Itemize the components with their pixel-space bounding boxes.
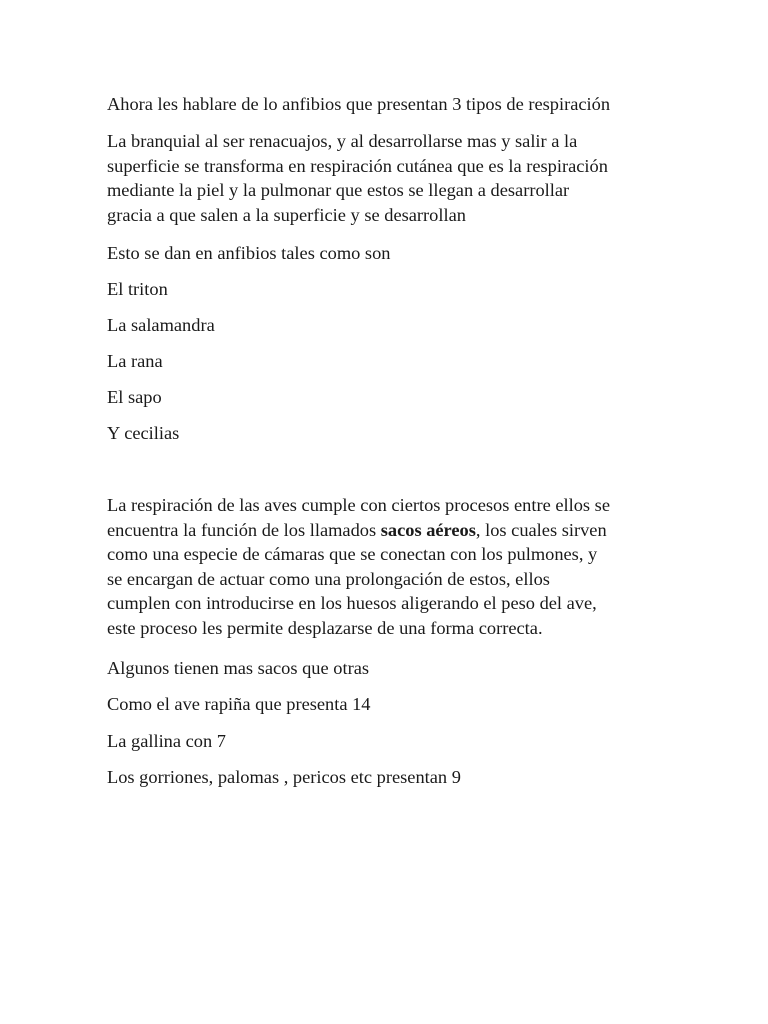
line-text: , los cuales sirven — [475, 519, 607, 540]
amphibians-paragraph — [107, 129, 687, 227]
paragraph-line: cumplen con introducirse en los huesos aligerando el peso del ave, — [107, 593, 597, 613]
list-item: La gallina con 7 — [107, 731, 226, 751]
list-item: Como el ave rapiña que presenta 14 — [107, 694, 371, 714]
paragraph-line: La branquial al ser renacuajos, y al desarrollarse mas y salir a la — [107, 131, 578, 151]
amphibians-intro: Ahora les hablare de lo anfibios que presentan 3 tipos de respiración — [107, 94, 611, 114]
list-item: La salamandra — [107, 315, 215, 335]
amphibians-examples-intro: Esto se dan en anfibios tales como son — [107, 243, 391, 263]
paragraph-line: mediante la piel y la pulmonar que estos se llegan a desarrollar — [107, 180, 570, 200]
list-item: El triton — [107, 279, 168, 299]
list-item: Los gorriones, palomas , pericos etc presentan 9 — [107, 767, 461, 787]
paragraph-line: superficie se transforma en respiración cutánea que es la respiración — [107, 155, 608, 176]
list-item: El sapo — [107, 387, 162, 407]
paragraph-line — [107, 518, 687, 543]
birds-examples-intro: Algunos tienen mas sacos que otras — [107, 658, 370, 678]
paragraph-line: La respiración de las aves cumple con ciertos procesos entre ellos se — [107, 495, 610, 515]
line-text: encuentra la función de los llamados — [107, 519, 381, 540]
list-item: Y cecilias — [107, 423, 180, 443]
paragraph-line: como una especie de cámaras que se conectan con los pulmones, y — [107, 544, 598, 564]
paragraph-line: gracia a que salen a la superficie y se desarrollan — [107, 204, 466, 225]
birds-paragraph — [107, 493, 687, 640]
bold-term: sacos aéreos — [380, 519, 476, 540]
list-item: La rana — [107, 351, 163, 371]
paragraph-line: se encargan de actuar como una prolongación de estos, ellos — [107, 568, 550, 589]
paragraph-line: este proceso les permite desplazarse de una forma correcta. — [107, 617, 543, 638]
